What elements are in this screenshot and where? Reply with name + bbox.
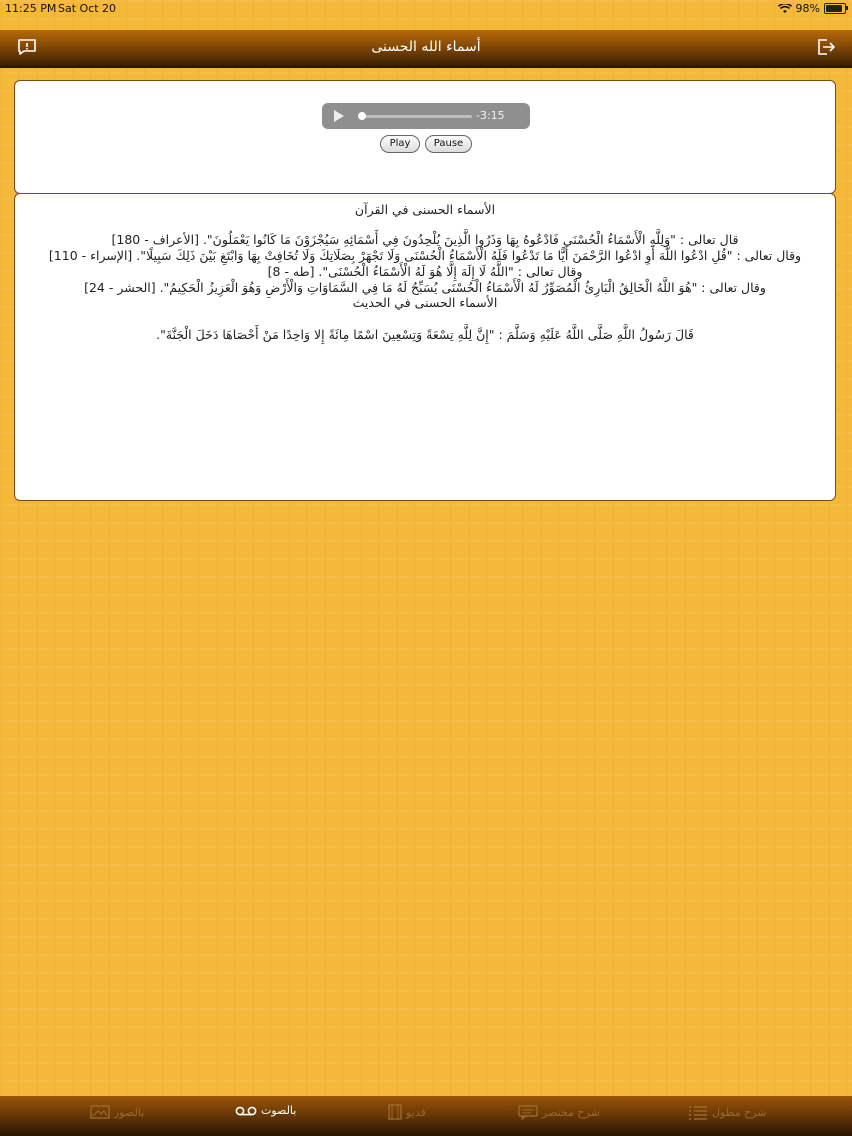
page-title: أسماء الله الحسنى [371,39,481,55]
verse-araf: قال تعالى : "وَلِلَّهِ الْأَسْمَاءُ الْحُسْنَى فَادْعُوهُ بِهَا وَذَرُوا الَّذِينَ يُلْحِدُونَ فِي أَسْمَائِهِ سَيُجْزَوْنَ مَا كَانُوا يَعْمَلُونَ". [الأعراف - 180] [111,232,739,247]
nav-bar [0,30,852,68]
play-button[interactable]: Play [380,135,420,153]
status-date: Sat Oct 20 [58,2,117,15]
tab-video[interactable] [388,1104,426,1120]
tab-long-explanation[interactable] [688,1104,766,1120]
tab-bar [0,1096,852,1136]
progress-knob[interactable] [358,112,366,120]
hadith-heading: الأسماء الحسنى في الحديث [352,295,498,310]
audio-panel [14,80,836,194]
tab-images[interactable] [90,1104,144,1120]
tab-long-label: شرح مطول [712,1105,767,1119]
tab-audio[interactable] [235,1104,296,1117]
tab-images-label: بالصور [114,1105,145,1119]
tab-audio-label: بالصوت [261,1104,297,1117]
content-panel [14,193,836,501]
voicemail-icon [235,1105,257,1117]
list-icon [688,1104,708,1120]
hadith-text: قَالَ رَسُولُ اللَّهِ صَلَّى اللَّهُ عَلَيْهِ وَسَلَّمَ : "إِنَّ لِلَّهِ تِسْعَةً وَتِسْعِينَ اسْمًا مِائَةً إِلا وَاحِدًا مَنْ أَحْصَاهَا دَخَلَ الْجَنَّةَ". [156,327,694,342]
verse-isra: وقال تعالى : "قُلِ ادْعُوا اللَّهَ أَوِ ادْعُوا الرَّحْمَنَ أَيًّا مَا تَدْعُوا فَلَهُ الْأَسْمَاءُ الْحُسْنَى وَلَا تَجْهَرْ بِصَلَاتِكَ وَلَا تُخَافِتْ بِهَا وَابْتَغِ بَيْنَ ذَلِكَ سَبِيلًا". [الإسراء - 110] [48,248,802,263]
battery-percent: 98% [795,2,820,15]
play-icon[interactable] [334,110,344,122]
status-right [778,2,846,15]
wifi-icon [778,4,792,14]
tab-short-label: شرح مختصر [542,1105,600,1119]
audio-player[interactable] [322,103,530,129]
tab-video-label: فديو [406,1105,426,1119]
status-bar [0,0,852,17]
verse-taha: وقال تعالى : "اللَّهُ لَا إِلَهَ إِلَّا هُوَ لَهُ الْأَسْمَاءُ الْحُسْنَى". [طه - 8] [267,264,583,279]
verse-hashr: وقال تعالى : "هُوَ اللَّهُ الْخَالِقُ الْبَارِئُ الْمُصَوِّرُ لَهُ الْأَسْمَاءُ الْحُسْنَى يُسَبِّحُ لَهُ مَا فِي السَّمَاوَاتِ وَالْأَرْضِ وَهُوَ الْعَزِيزُ الْحَكِيمُ". [الحشر - 24] [84,280,766,295]
quran-heading: الأسماء الحسنى في القرآن [354,202,496,217]
film-icon [388,1104,402,1120]
image-icon [90,1104,110,1120]
remaining-time: -3:15 [476,109,505,122]
pause-button[interactable]: Pause [425,135,472,153]
status-time: 11:25 PM [5,2,57,15]
exit-icon[interactable] [816,38,836,56]
tab-short-explanation[interactable] [518,1104,600,1120]
battery-icon [824,3,846,14]
progress-track[interactable] [360,115,472,118]
chat-icon [518,1104,538,1120]
